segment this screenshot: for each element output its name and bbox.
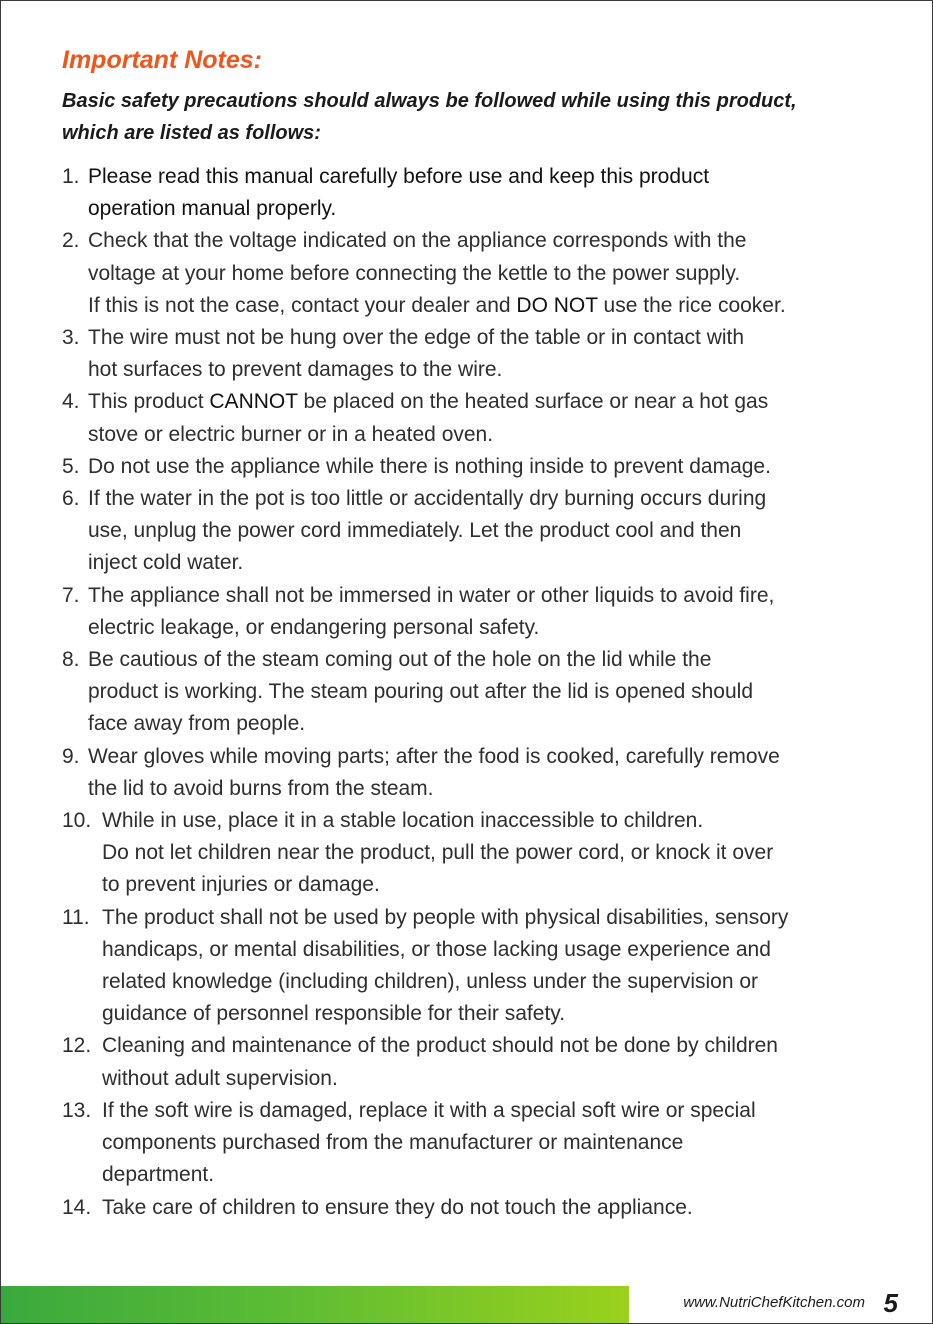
item-line: the lid to avoid burns from the steam.: [88, 776, 434, 800]
item-number: 10.: [62, 809, 92, 833]
item-text: [102, 1192, 693, 1224]
item-line: face away from people.: [88, 712, 306, 736]
item-text: [102, 902, 788, 1031]
item-text: [88, 225, 786, 322]
list-item: [62, 451, 884, 483]
item-line: Wear gloves while moving parts; after the food is cooked, carefully remove: [88, 744, 780, 768]
warning-emphasis: CANNOT: [209, 390, 298, 414]
item-line: Cleaning and maintenance of the product should not be done by children: [102, 1034, 778, 1058]
list-item: [62, 225, 884, 322]
list-item: [62, 161, 884, 225]
item-line: If this is not the case, contact your dealer and DO NOT use the rice cooker.: [88, 293, 786, 317]
item-number: 8.: [62, 648, 80, 672]
footer-accent-bar: [1, 1286, 629, 1323]
item-text: [88, 644, 753, 741]
item-number: 1.: [62, 165, 80, 188]
item-line: Check that the voltage indicated on the appliance corresponds with the: [88, 229, 747, 253]
item-line: electric leakage, or endangering personal safety.: [88, 615, 540, 639]
intro-line: Basic safety precautions should always be followed while using this product,: [62, 90, 797, 112]
item-line: operation manual properly.: [88, 197, 337, 221]
page-footer: [1, 1286, 932, 1323]
list-item: [62, 322, 884, 386]
notes-section: [62, 41, 884, 1224]
page-title: Important Notes:: [62, 46, 262, 74]
list-item: [62, 805, 884, 902]
item-line: components purchased from the manufacturer or maintenance: [102, 1131, 684, 1155]
page-number: 5: [883, 1288, 898, 1318]
item-text: [102, 805, 773, 902]
item-line: This product CANNOT be placed on the heated surface or near a hot gas: [88, 390, 769, 414]
item-number: 9.: [62, 744, 80, 768]
item-text: [88, 741, 780, 805]
item-line: Do not let children near the product, pull the power cord, or knock it over: [102, 841, 774, 865]
item-line: voltage at your home before connecting the kettle to the power supply.: [88, 261, 741, 285]
item-line: Take care of children to ensure they do not touch the appliance.: [102, 1195, 693, 1219]
item-text: [102, 1030, 778, 1094]
item-line: Please read this manual carefully before use and keep this product: [88, 165, 710, 188]
intro-text: [62, 85, 884, 149]
item-line: The wire must not be hung over the edge of the table or in contact with: [88, 326, 745, 350]
item-number: 11.: [62, 905, 90, 929]
list-item: [62, 386, 884, 450]
item-line: stove or electric burner or in a heated oven.: [88, 422, 494, 446]
item-line: Be cautious of the steam coming out of the hole on the lid while the: [88, 648, 712, 672]
item-line: The appliance shall not be immersed in water or other liquids to avoid fire,: [88, 583, 775, 607]
item-line: use, unplug the power cord immediately. Let the product cool and then: [88, 519, 742, 543]
item-line: inject cold water.: [88, 551, 244, 575]
item-number: 6.: [62, 487, 80, 511]
intro-line: which are listed as follows:: [62, 122, 321, 144]
item-text: [88, 322, 744, 386]
website-link[interactable]: www.NutriChefKitchen.com: [683, 1294, 865, 1311]
item-line: product is working. The steam pouring out after the lid is opened should: [88, 680, 754, 704]
item-line: department.: [102, 1163, 215, 1187]
item-line: If the water in the pot is too little or accidentally dry burning occurs during: [88, 487, 767, 511]
list-item: [62, 902, 884, 1031]
item-number: 2.: [62, 229, 80, 253]
list-item: [62, 1192, 884, 1224]
item-line: related knowledge (including children), unless under the supervision or: [102, 970, 759, 994]
item-line: If the soft wire is damaged, replace it with a special soft wire or special: [102, 1098, 756, 1122]
item-text: [102, 1095, 756, 1192]
item-line: without adult supervision.: [102, 1066, 338, 1090]
item-text: [88, 483, 766, 580]
item-number: 13.: [62, 1098, 92, 1122]
list-item: [62, 644, 884, 741]
list-item: [62, 741, 884, 805]
item-line: The product shall not be used by people with physical disabilities, sensory: [102, 905, 789, 929]
warning-emphasis: DO NOT: [516, 293, 598, 317]
item-number: 14.: [62, 1195, 92, 1219]
list-item: [62, 1095, 884, 1192]
list-item: [62, 1030, 884, 1094]
item-number: 3.: [62, 326, 80, 350]
item-line: Do not use the appliance while there is nothing inside to prevent damage.: [88, 454, 771, 478]
list-item: [62, 483, 884, 580]
item-number: 12.: [62, 1034, 92, 1058]
list-item: [62, 580, 884, 644]
item-text: [88, 386, 768, 450]
item-number: 7.: [62, 583, 80, 607]
item-line: guidance of personnel responsible for their safety.: [102, 1002, 566, 1026]
notes-list: [62, 161, 884, 1224]
item-number: 4.: [62, 390, 80, 414]
item-line: handicaps, or mental disabilities, or those lacking usage experience and: [102, 937, 771, 961]
item-line: While in use, place it in a stable location inaccessible to children.: [102, 809, 704, 833]
item-text: [88, 161, 709, 225]
item-text: [88, 451, 771, 483]
item-number: 5.: [62, 454, 80, 478]
item-line: to prevent injuries or damage.: [102, 873, 380, 897]
item-line: hot surfaces to prevent damages to the wire.: [88, 358, 503, 382]
item-text: [88, 580, 774, 644]
